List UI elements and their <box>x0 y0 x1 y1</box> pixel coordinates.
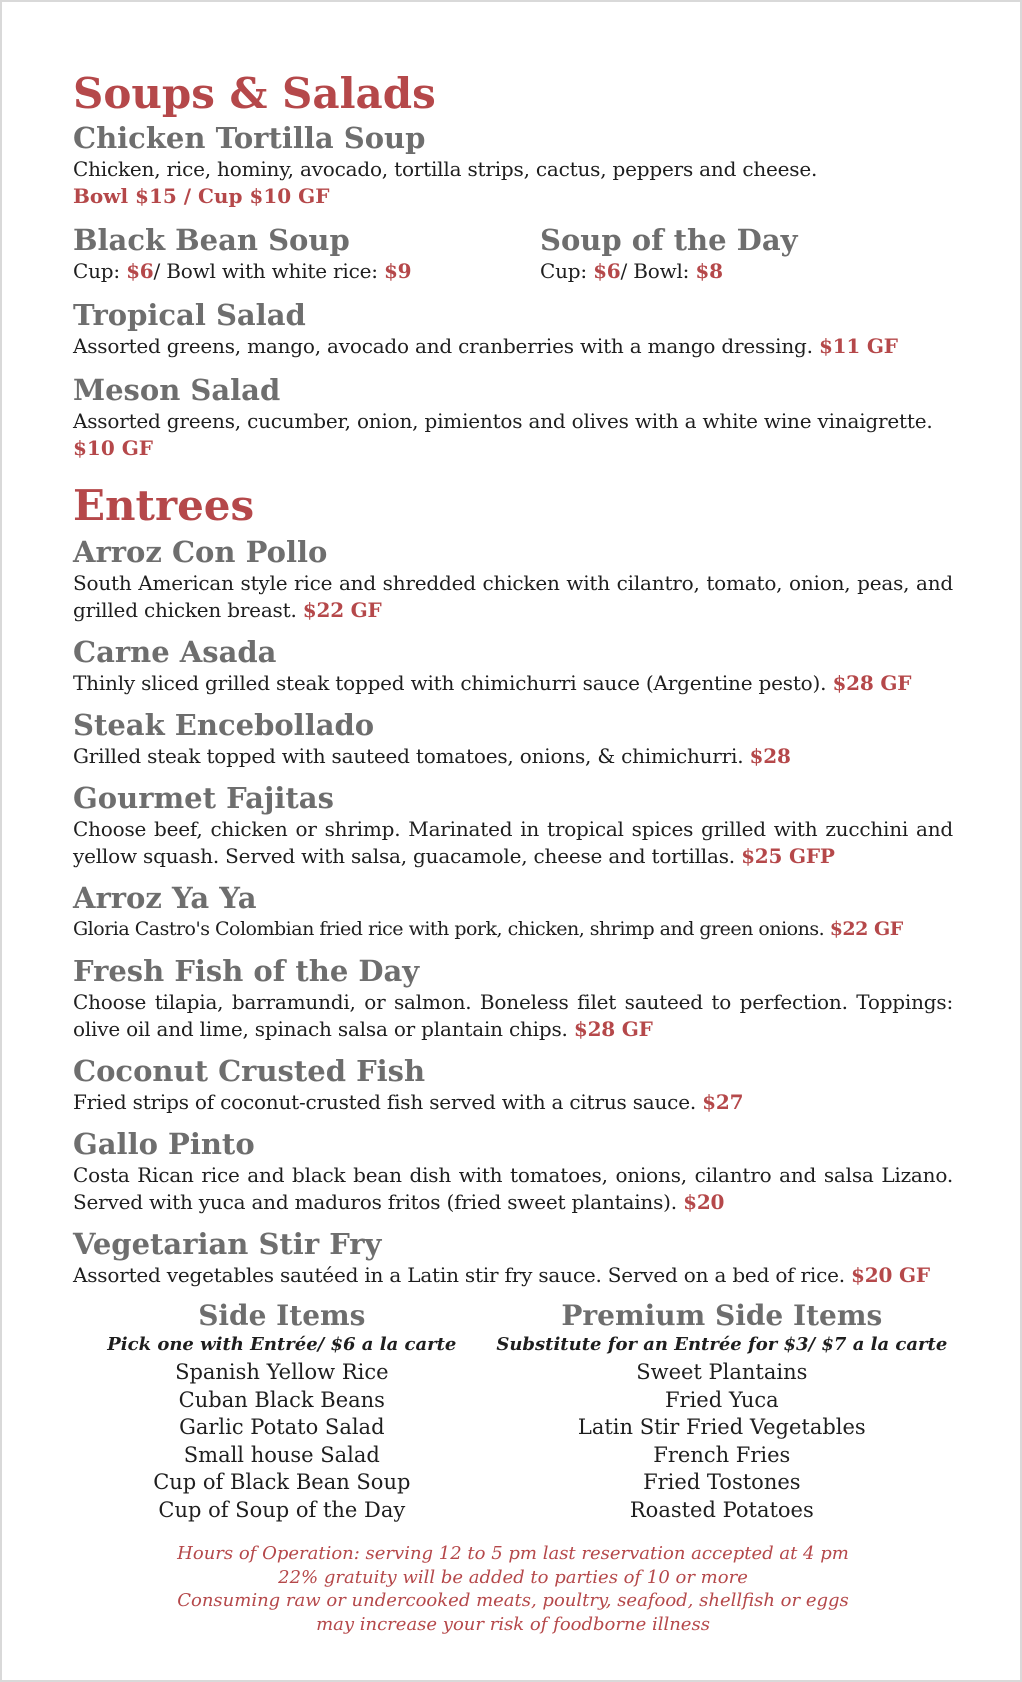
menu-item-black-bean-soup <box>73 222 540 285</box>
item-description <box>73 570 953 624</box>
side-items-note: Pick one with Entrée/ $6 a la carte <box>107 1334 457 1355</box>
item-description <box>73 670 953 697</box>
description-text: Assorted vegetables sautéed in a Latin stir fry sauce. Served on a bed of rice. <box>73 1263 852 1287</box>
item-name: Arroz Con Pollo <box>73 535 328 569</box>
list-item: Garlic Potato Salad <box>179 1415 385 1439</box>
list-item: Sweet Plantains <box>636 1360 808 1384</box>
item-price: $10 GF <box>73 436 153 460</box>
item-price: $25 GFP <box>741 844 835 868</box>
description-text: Grilled steak topped with sauteed tomatoes, onions, & chimichurri. <box>73 744 750 768</box>
item-name: Gourmet Fajitas <box>73 781 334 815</box>
item-description: Chicken, rice, hominy, avocado, tortilla strips, cactus, peppers and cheese. <box>73 157 818 181</box>
price-label: Cup: <box>540 259 594 283</box>
menu-item-carne-asada <box>73 634 953 697</box>
premium-side-items-list <box>491 1359 953 1524</box>
description-text: Fried strips of coconut-crusted fish served with a citrus sauce. <box>73 1090 703 1114</box>
side-items-title: Side Items <box>198 1299 366 1332</box>
item-price: $20 GF <box>851 1263 930 1287</box>
food-warning-line: may increase your risk of foodborne illness <box>316 1613 710 1635</box>
item-name: Fresh Fish of the Day <box>73 954 420 988</box>
menu-item-soup-of-the-day <box>540 222 953 285</box>
price-label: / Bowl: <box>620 259 696 283</box>
item-description <box>73 1162 953 1216</box>
item-price: $20 <box>683 1190 725 1214</box>
side-items-column <box>73 1299 491 1524</box>
description-text: Choose tilapia, barramundi, or salmon. Boneless filet sauteed to perfection. Toppings: olive oil and lime, spinach salsa or plantain chips. <box>73 990 953 1041</box>
item-name: Soup of the Day <box>540 223 798 257</box>
menu-item-fresh-fish-of-the-day <box>73 953 953 1043</box>
item-price: $22 GF <box>829 918 903 940</box>
menu-item-tropical-salad <box>73 297 953 360</box>
side-items-list <box>73 1359 491 1524</box>
menu-content <box>73 68 953 1524</box>
list-item: Cuban Black Beans <box>178 1387 385 1412</box>
section-title-entrees: Entrees <box>73 481 255 530</box>
item-price: $9 <box>383 259 412 283</box>
menu-item-meson-salad <box>73 372 953 462</box>
item-description <box>73 1262 953 1289</box>
price-label: / Bowl with white rice: <box>153 259 384 283</box>
item-price: $8 <box>695 259 723 283</box>
premium-side-items-note: Substitute for an Entrée for $3/ $7 a la carte <box>496 1334 948 1355</box>
item-name: Black Bean Soup <box>73 223 350 257</box>
item-price: $27 <box>702 1090 744 1114</box>
premium-side-items-column <box>491 1299 953 1524</box>
side-items-section <box>73 1299 953 1524</box>
description-text: Costa Rican rice and black bean dish with tomatoes, onions, cilantro and salsa Lizano. Served with yuca and maduros fritos (fried sweet plantains). <box>73 1163 953 1214</box>
entree-list <box>73 534 953 1289</box>
list-item: Fried Tostones <box>643 1470 801 1494</box>
menu-item-gourmet-fajitas <box>73 780 953 870</box>
item-price: $6 <box>593 259 621 283</box>
premium-side-items-title: Premium Side Items <box>561 1299 883 1332</box>
item-price: $28 GF <box>573 1017 653 1041</box>
item-price: $22 GF <box>302 598 382 622</box>
list-item: Latin Stir Fried Vegetables <box>577 1415 866 1439</box>
item-description <box>73 258 540 285</box>
item-description <box>73 333 953 360</box>
item-name: Gallo Pinto <box>73 1127 255 1161</box>
menu-item-steak-encebollado <box>73 707 953 770</box>
description-text: Assorted greens, mango, avocado and cranberries with a mango dressing. <box>73 334 819 358</box>
list-item: Cup of Soup of the Day <box>158 1497 406 1522</box>
item-name: Chicken Tortilla Soup <box>73 121 426 155</box>
item-price: Bowl $15 / Cup $10 GF <box>73 184 330 208</box>
menu-item-chicken-tortilla-soup <box>73 120 953 210</box>
item-name: Arroz Ya Ya <box>73 881 257 915</box>
item-description <box>540 258 953 285</box>
item-price: $28 <box>749 744 791 768</box>
item-name: Tropical Salad <box>73 298 306 332</box>
gratuity-note: 22% gratuity will be added to parties of 10 or more <box>278 1566 748 1588</box>
item-description <box>73 1089 953 1116</box>
item-description <box>73 816 953 870</box>
item-description: Assorted greens, cucumber, onion, pimientos and olives with a white wine vinaigrette. <box>73 409 933 433</box>
item-description <box>73 989 953 1043</box>
item-name: Steak Encebollado <box>73 708 375 742</box>
soups-row <box>73 222 953 285</box>
hours-of-operation: Hours of Operation: serving 12 to 5 pm last reservation accepted at 4 pm <box>177 1543 849 1564</box>
item-price: $6 <box>126 259 154 283</box>
list-item: Roasted Potatoes <box>629 1497 814 1522</box>
item-name: Vegetarian Stir Fry <box>73 1227 382 1261</box>
list-item: French Fries <box>653 1442 791 1467</box>
menu-item-gallo-pinto <box>73 1126 953 1216</box>
menu-item-vegetarian-stir-fry <box>73 1226 953 1289</box>
list-item: Fried Yuca <box>664 1387 779 1412</box>
menu-item-coconut-crusted-fish <box>73 1053 953 1116</box>
list-item: Spanish Yellow Rice <box>175 1360 389 1384</box>
menu-item-arroz-con-pollo <box>73 534 953 624</box>
description-text: Gloria Castro's Colombian fried rice with pork, chicken, shrimp and green onions. <box>73 918 830 940</box>
list-item: Cup of Black Bean Soup <box>153 1470 411 1494</box>
item-description <box>73 916 953 943</box>
food-warning-line: Consuming raw or undercooked meats, poultry, seafood, shellfish or eggs <box>177 1590 849 1611</box>
menu-item-arroz-ya-ya <box>73 880 953 943</box>
item-name: Carne Asada <box>73 635 277 669</box>
description-text: Thinly sliced grilled steak topped with chimichurri sauce (Argentine pesto). <box>73 671 833 695</box>
list-item: Small house Salad <box>183 1442 380 1467</box>
item-price: $11 GF <box>818 334 898 358</box>
description-text: Choose beef, chicken or shrimp. Marinated in tropical spices grilled with zucchini and yellow squash. Served with salsa, guacamole, cheese and tortillas. <box>73 817 953 868</box>
item-name: Meson Salad <box>73 373 281 407</box>
section-title-soups-salads: Soups & Salads <box>73 69 436 118</box>
description-text: South American style rice and shredded chicken with cilantro, tomato, onion, peas, and grilled chicken breast. <box>73 571 953 622</box>
item-price: $28 GF <box>832 671 912 695</box>
item-name: Coconut Crusted Fish <box>73 1054 426 1088</box>
price-label: Cup: <box>73 259 127 283</box>
item-description <box>73 743 953 770</box>
footer-notes <box>2 1542 1022 1636</box>
